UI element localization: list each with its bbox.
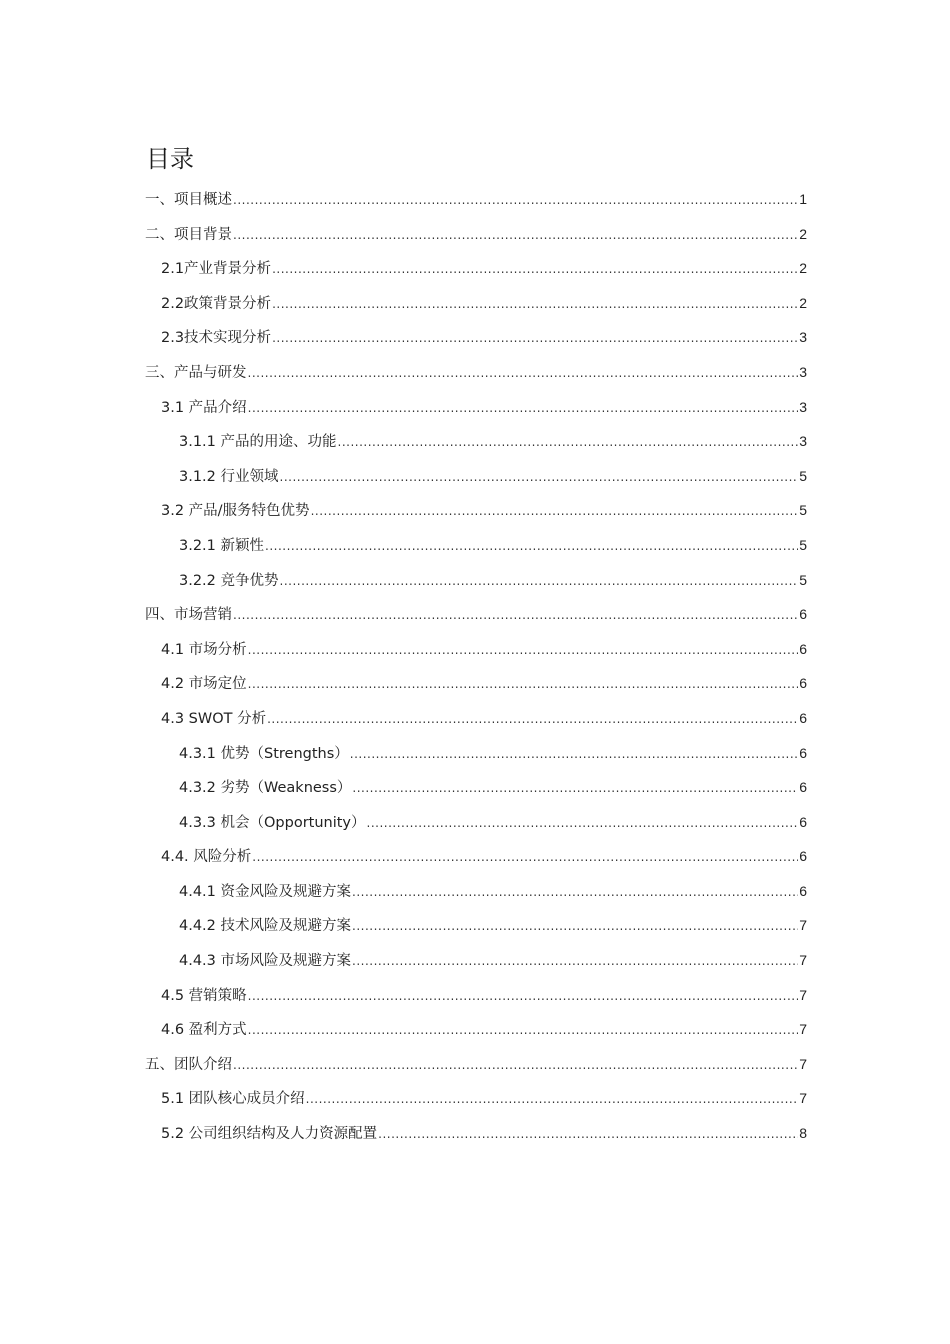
toc-dot-leader — [233, 218, 798, 253]
toc-page-number: 8 — [799, 1125, 807, 1142]
toc-entry-text: 2.2政策背景分析 — [161, 295, 272, 312]
toc-entry[interactable] — [145, 736, 807, 771]
toc-dot-leader — [367, 806, 799, 841]
toc-page-number: 7 — [799, 917, 807, 934]
toc-entry[interactable] — [145, 805, 807, 840]
toc-dot-leader — [265, 529, 798, 564]
toc-entry-text: 4.4.1 资金风险及规避方案 — [179, 883, 352, 900]
toc-dot-leader — [233, 183, 798, 218]
toc-title: 目录 — [146, 145, 194, 173]
toc-entry-text: 4.6 盈利方式 — [161, 1022, 247, 1039]
toc-dot-leader — [272, 287, 798, 322]
toc-page-number: 3 — [799, 398, 807, 415]
toc-entry[interactable] — [145, 390, 807, 425]
toc-page-number: 2 — [799, 225, 807, 242]
toc-entry-text: 4.4.3 市场风险及规避方案 — [179, 953, 352, 970]
toc-entry-text: 4.5 营销策略 — [161, 987, 247, 1004]
toc-entry-text: 三、产品与研发 — [145, 364, 247, 381]
toc-dot-leader — [280, 460, 799, 495]
toc-entry[interactable] — [145, 528, 807, 563]
toc-page-number: 6 — [799, 744, 807, 761]
toc-entry[interactable] — [145, 908, 807, 943]
toc-entry-text: 4.4.2 技术风险及规避方案 — [179, 918, 352, 935]
toc-page-number: 2 — [799, 260, 807, 277]
toc-page-number: 5 — [799, 536, 807, 553]
toc-dot-leader — [378, 1117, 798, 1152]
toc-page-number: 7 — [799, 1055, 807, 1072]
toc-entry[interactable] — [145, 874, 807, 909]
toc-entry-text: 4.2 市场定位 — [161, 676, 247, 693]
toc-entry-text: 4.3.1 优势（Strengths） — [179, 745, 349, 762]
toc-entry-text: 五、团队介绍 — [145, 1056, 232, 1073]
toc-entry-text: 4.3 SWOT 分析 — [161, 710, 267, 727]
toc-page-number: 6 — [799, 813, 807, 830]
toc-entry[interactable] — [145, 839, 807, 874]
toc-entry-text: 3.1.1 产品的用途、功能 — [179, 434, 337, 451]
toc-entry-text: 2.3技术实现分析 — [161, 330, 272, 347]
toc-entry[interactable] — [145, 978, 807, 1013]
toc-dot-leader — [252, 840, 798, 875]
toc-entry-text: 4.3.2 劣势（Weakness） — [179, 780, 352, 797]
toc-page-number: 3 — [799, 433, 807, 450]
toc-dot-leader — [311, 494, 799, 529]
toc-list — [145, 182, 807, 1151]
toc-dot-leader — [352, 944, 798, 979]
toc-dot-leader — [352, 909, 798, 944]
toc-entry-text: 3.1.2 行业领域 — [179, 468, 279, 485]
toc-entry[interactable] — [145, 286, 807, 321]
toc-page-number: 1 — [799, 191, 807, 207]
toc-page-number: 7 — [799, 1021, 807, 1038]
toc-entry[interactable] — [145, 597, 807, 632]
toc-dot-leader — [350, 737, 798, 772]
toc-page-number: 6 — [799, 709, 807, 726]
toc-entry[interactable] — [145, 1116, 807, 1151]
toc-entry[interactable] — [145, 182, 807, 217]
toc-entry[interactable] — [145, 355, 807, 390]
toc-dot-leader — [248, 391, 799, 426]
toc-dot-leader — [248, 633, 799, 668]
toc-dot-leader — [233, 598, 798, 633]
toc-page-number: 2 — [799, 294, 807, 311]
toc-entry-text: 3.1 产品介绍 — [161, 399, 247, 416]
toc-entry-text: 4.4. 风险分析 — [161, 849, 252, 866]
toc-entry[interactable] — [145, 770, 807, 805]
toc-dot-leader — [248, 356, 799, 391]
toc-entry[interactable] — [145, 943, 807, 978]
toc-dot-leader — [248, 667, 799, 702]
toc-entry[interactable] — [145, 632, 807, 667]
toc-entry-text: 一、项目概述 — [145, 192, 232, 208]
toc-page-number: 7 — [799, 1090, 807, 1107]
toc-page-number: 5 — [799, 571, 807, 588]
toc-page-number: 7 — [799, 986, 807, 1003]
toc-entry[interactable] — [145, 1081, 807, 1116]
toc-page-number: 6 — [799, 606, 807, 623]
toc-page-number: 6 — [799, 779, 807, 796]
toc-entry[interactable] — [145, 459, 807, 494]
toc-dot-leader — [306, 1082, 799, 1117]
toc-entry[interactable] — [145, 320, 807, 355]
toc-entry[interactable] — [145, 424, 807, 459]
toc-entry[interactable] — [145, 493, 807, 528]
toc-dot-leader — [267, 702, 798, 737]
toc-entry-text: 4.1 市场分析 — [161, 641, 247, 658]
toc-dot-leader — [352, 875, 798, 910]
toc-page-number: 6 — [799, 848, 807, 865]
toc-dot-leader — [352, 771, 798, 806]
toc-entry-text: 3.2 产品/服务特色优势 — [161, 503, 310, 520]
toc-dot-leader — [233, 1048, 798, 1083]
toc-dot-leader — [280, 564, 799, 599]
toc-dot-leader — [248, 979, 799, 1014]
toc-page-number: 7 — [799, 952, 807, 969]
toc-entry-text: 二、项目背景 — [145, 226, 232, 243]
toc-dot-leader — [272, 252, 798, 287]
toc-entry-text: 4.3.3 机会（Opportunity） — [179, 814, 366, 831]
toc-entry-text: 四、市场营销 — [145, 607, 232, 624]
toc-entry-text: 5.2 公司组织结构及人力资源配置 — [161, 1126, 378, 1143]
toc-page-number: 6 — [799, 640, 807, 657]
toc-dot-leader — [248, 1013, 799, 1048]
toc-entry[interactable] — [145, 1012, 807, 1047]
toc-entry[interactable] — [145, 701, 807, 736]
toc-entry-text: 5.1 团队核心成员介绍 — [161, 1091, 305, 1108]
toc-dot-leader — [338, 425, 799, 460]
toc-entry[interactable] — [145, 251, 807, 286]
toc-entry[interactable] — [145, 1047, 807, 1082]
toc-page-number: 5 — [799, 502, 807, 519]
toc-page-number: 3 — [799, 329, 807, 346]
toc-entry[interactable] — [145, 217, 807, 252]
toc-page-number: 3 — [799, 363, 807, 380]
toc-page-number: 5 — [799, 467, 807, 484]
toc-entry[interactable] — [145, 666, 807, 701]
toc-page-number: 6 — [799, 675, 807, 692]
toc-entry-text: 3.2.1 新颖性 — [179, 537, 265, 554]
toc-page-number: 6 — [799, 882, 807, 899]
toc-dot-leader — [272, 321, 798, 356]
toc-entry-text: 2.1产业背景分析 — [161, 261, 272, 278]
toc-entry[interactable] — [145, 563, 807, 598]
toc-entry-text: 3.2.2 竞争优势 — [179, 572, 279, 589]
